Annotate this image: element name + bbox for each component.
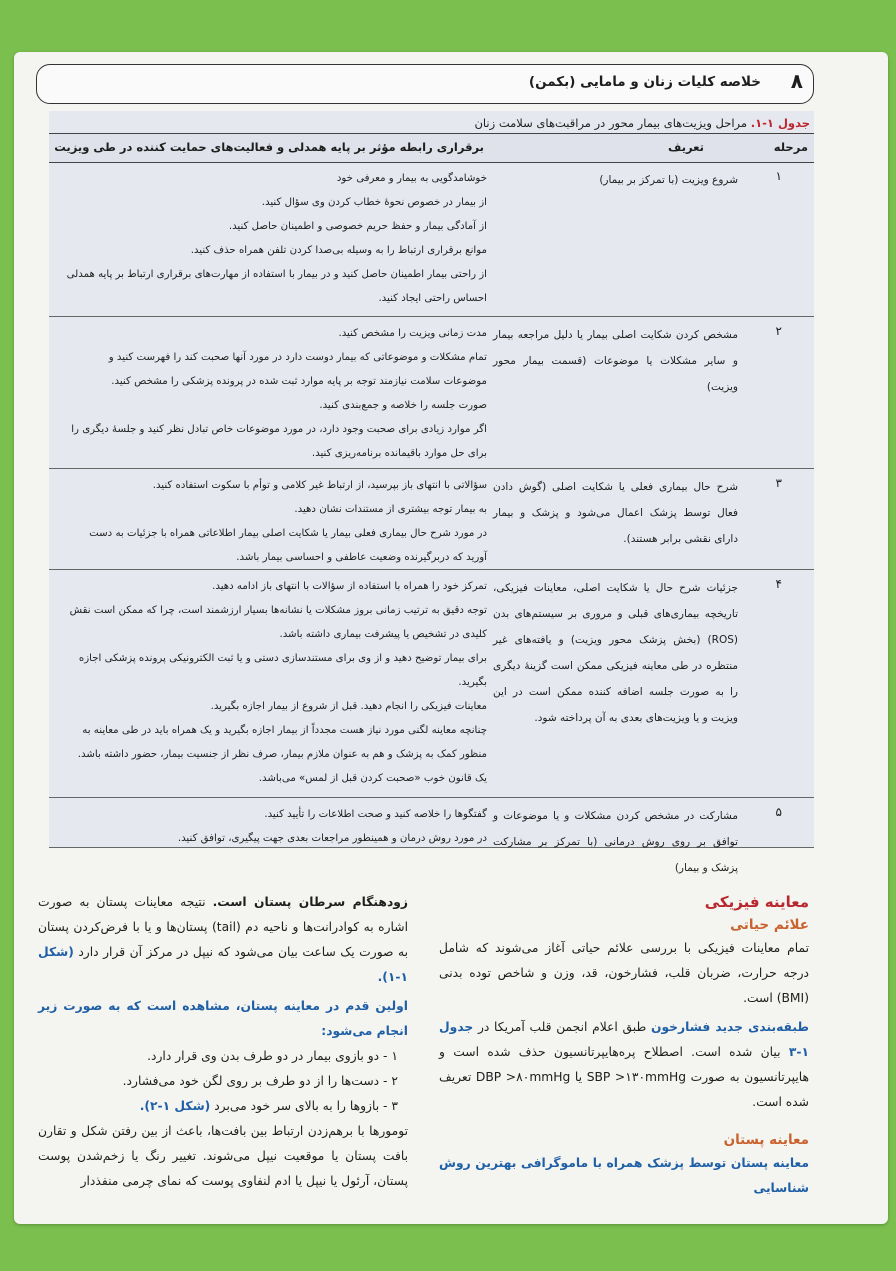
row-definition: شروع ویزیت (با تمرکز بر بیمار) [599, 174, 738, 186]
figure-reference-link[interactable]: (شکل ۱-۲). [139, 1099, 211, 1113]
activity-line: یک قانون خوب «صحبت کردن قبل از لمس» می‌باشد. [258, 773, 487, 784]
table-header-row [49, 133, 814, 163]
bp-text-1: طبق اعلام انجمن قلب آمریکا در [473, 1020, 651, 1034]
activity-line: احساس راحتی ایجاد کنید. [378, 293, 487, 304]
activity-line: برای حل موارد باقیمانده برنامه‌ریزی کنید. [311, 448, 487, 459]
subheading-breast-exam: معاینه پستان [723, 1132, 809, 1148]
header-definition: تعریف [668, 140, 704, 154]
row-activities [62, 575, 487, 791]
row-stage: ۲ [775, 324, 782, 338]
activity-line: تمرکز خود را همراه با استفاده از سؤالات با انتهای باز ادامه دهید. [212, 581, 487, 592]
visit-stages-table [49, 111, 814, 874]
activity-line: در مورد شرح حال بیماری فعلی بیمار یا شکایت اصلی بیمار اطلاعاتی همراه با جزئیات به دست [89, 528, 487, 539]
activity-line: از راحتی بیمار اطمینان حاصل کنید و در بیمار با استفاده از مهارت‌های برقراری ارتباط بر پایه همدلی [66, 269, 487, 280]
p1-text: نتیجه معاینات پستان به صورت اشاره به کوادرانت‌ها و ناحیه دم (tail) پستان‌ها و یا با فرض‌کردن پستان به صورت یک ساعت بیان می‌شود که نیپل در مرکز آن قرار دارد [38, 895, 408, 959]
page-number: ۸ [790, 69, 803, 93]
list-item-text: ۳ - بازوها را به بالای سر خود می‌برد [210, 1099, 398, 1113]
activity-line: مدت زمانی ویزیت را مشخص کنید. [338, 328, 487, 339]
row-activities [62, 322, 487, 466]
activity-line: کلیدی در تشخیص یا پیشرفت بیماری داشته باشد. [279, 629, 487, 640]
list-item: ۲ - دست‌ها را از دو طرف بر روی لگن خود می‌فشارد. [122, 1074, 398, 1088]
section-heading-physical-exam: معاینه فیزیکی [704, 893, 809, 911]
activity-line: سؤالاتی با انتهای باز بپرسید، از ارتباط غیر کلامی و توأم با سکوت استفاده کنید. [152, 480, 487, 491]
table-row [49, 569, 814, 798]
row-activities [62, 803, 487, 851]
header-activities: برقراری رابطه مؤثر بر پایه همدلی و فعالیت‌های حمایت کننده در طی ویزیت [54, 140, 484, 154]
activity-line: به بیمار توجه بیشتری از مستندات نشان دهید. [294, 504, 487, 515]
activity-line: برای بیمار توضیح دهید و از وی برای مستندسازی دستی و یا ثبت الکترونیکی پرونده پزشکی اجازه [78, 653, 487, 664]
activity-line: از آمادگی بیمار و حفظ حریم خصوصی و اطمینان حاصل کنید. [228, 221, 487, 232]
activity-line: معاینات فیزیکی را انجام دهید. قبل از شروع از بیمار اجازه بگیرید. [210, 701, 487, 712]
observation-intro: اولین قدم در معاینه پستان، مشاهده است که به صورت زیر انجام می‌شود: [38, 999, 408, 1038]
activity-line: گفتگوها را خلاصه کنید و صحت اطلاعات را تأیید کنید. [264, 809, 487, 820]
breast-exam-lead: معاینه پستان توسط پزشک همراه با ماموگرافی بهترین روش شناسایی [439, 1156, 809, 1195]
book-page [14, 52, 888, 1224]
table-row [49, 316, 814, 469]
vitals-paragraph: تمام معاینات فیزیکی با بررسی علائم حیاتی آغاز می‌شوند که شامل درجه حرارت، ضربان قلب، فشارخون، قد، وزن و شاخص توده بدنی (BMI) است. [439, 941, 809, 1005]
row-stage: ۴ [775, 577, 782, 591]
row-definition: مشارکت در مشخص کردن مشکلات و یا موضوعات و توافق بر روی روش درمانی (با تمرکز بر مشارکت پزشک و بیمار) [493, 810, 738, 874]
list-item [38, 1094, 408, 1119]
table-row [49, 797, 814, 874]
blood-pressure-paragraph [439, 1015, 809, 1115]
activity-line: بگیرید. [458, 677, 487, 688]
list-item: ۱ - دو بازوی بیمار در دو طرف بدن وی قرار دارد. [147, 1049, 398, 1063]
row-stage: ۳ [775, 476, 782, 490]
bp-lead: طبقه‌بندی جدید فشارخون [650, 1020, 809, 1034]
table-caption [474, 116, 810, 130]
row-activities [62, 167, 487, 311]
activity-line: در مورد روش درمان و همینطور مراجعات بعدی جهت پیگیری، توافق کنید. [177, 833, 487, 844]
table-caption-text: مراحل ویزیت‌های بیمار محور در مراقبت‌های سلامت زنان [474, 116, 748, 130]
activity-line: خوشامدگویی به بیمار و معرفی خود [336, 173, 487, 184]
breast-exam-paragraph [38, 890, 408, 990]
activity-line: صورت جلسه را خلاصه و جمع‌بندی کنید. [319, 400, 487, 411]
row-stage: ۵ [775, 805, 782, 819]
table-caption-label: جدول ۱-۱. [750, 116, 810, 130]
activity-line: توجه دقیق به ترتیب زمانی بروز مشکلات یا نشانه‌ها بسیار ارزشمند است، چرا که ممکن است نقش [69, 605, 487, 616]
book-title: خلاصه کلیات زنان و مامایی (بکمن) [528, 74, 761, 90]
table-row [49, 468, 814, 570]
table-reference-link[interactable]: جدول ۱-۳ [439, 1020, 809, 1059]
left-text-column [38, 890, 408, 1194]
running-header [36, 64, 814, 104]
tumor-paragraph: تومورها با برهم‌زدن ارتباط بین بافت‌ها، باعث از بین رفتن شکل و تقارن بافت پستان یا موقعیت نیپل می‌شوند. تغییر رنگ یا زخم‌شدن پوست پستان، آرئول یا نیپل یا ادم لنفاوی پوست که نمای چرمی منفذدار [38, 1124, 408, 1188]
activity-line: آورید که دربرگیرنده وضعیت عاطفی و احساسی بیمار باشد. [236, 552, 487, 563]
subheading-vital-signs: علائم حیاتی [730, 917, 809, 933]
activity-line: تمام مشکلات و موضوعاتی که بیمار دوست دارد در مورد آنها صحبت کند را فهرست کنید و [108, 352, 487, 363]
activity-line: موانع برقراری ارتباط را به وسیله بی‌صدا کردن تلفن همراه حذف کنید. [190, 245, 487, 256]
activity-line: چنانچه معاینه لگنی مورد نیاز هست مجدداً از بیمار اجازه بگیرید و یک همراه باید در طی معاینه به [82, 725, 487, 736]
p1-lead: زودهنگام سرطان پستان است. [212, 895, 408, 909]
activity-line: منظور کمک به پزشک و هم به عنوان ملازم بیمار، صرف نظر از جنسیت بیمار، حضور داشته باشد. [77, 749, 487, 760]
row-definition: مشخص کردن شکایت اصلی بیمار یا دلیل مراجعه بیمار و سایر مشکلات یا موضوعات (قسمت بیمار محور ویزیت) [493, 329, 738, 393]
figure-reference-link[interactable]: (شکل ۱-۱). [38, 945, 408, 984]
activity-line: اگر موارد زیادی برای صحبت وجود دارد، در مورد موضوعات خاص تبادل نظر کنید و جلسهٔ دیگری را [71, 424, 487, 435]
row-definition: شرح حال بیماری فعلی یا شکایت اصلی (گوش دادن فعال توسط پزشک اعمال می‌شود و پزشک و بیمار دارای نقشی برابر هستند). [493, 481, 738, 545]
activity-line: موضوعات سلامت نیازمند توجه بر پایه موارد ثبت شده در پرونده پزشکی را مشخص کنید. [111, 376, 487, 387]
table-row [49, 161, 814, 317]
bp-text-2: بیان شده است. اصطلاح پره‌هایپرتانسیون حذف شده است و هایپرتانسیون به صورت SBP >۱۳۰mmHg یا DBP >۸۰mmHg تعریف شده است. [439, 1045, 809, 1109]
row-stage: ۱ [775, 169, 782, 183]
activity-line: از بیمار در خصوص نحوهٔ خطاب کردن وی سؤال کنید. [261, 197, 487, 208]
row-definition: جزئیات شرح حال یا شکایت اصلی، معاینات فیزیکی، تاریخچه بیماری‌های قبلی و مروری بر سیستم‌های بدن (ROS) (بخش پزشک محور ویزیت) و یافته‌های غیر منتظره در طی معاینه فیزیکی ممکن است گزینهٔ دیگری را به صورت جلسه اضافه کننده ممکن است در این ویزیت و یا ویزیت‌های بعدی به آن پرداخته شود. [493, 582, 738, 724]
row-activities [62, 474, 487, 570]
header-stage: مرحله [773, 140, 808, 154]
right-text-column [439, 890, 809, 1201]
